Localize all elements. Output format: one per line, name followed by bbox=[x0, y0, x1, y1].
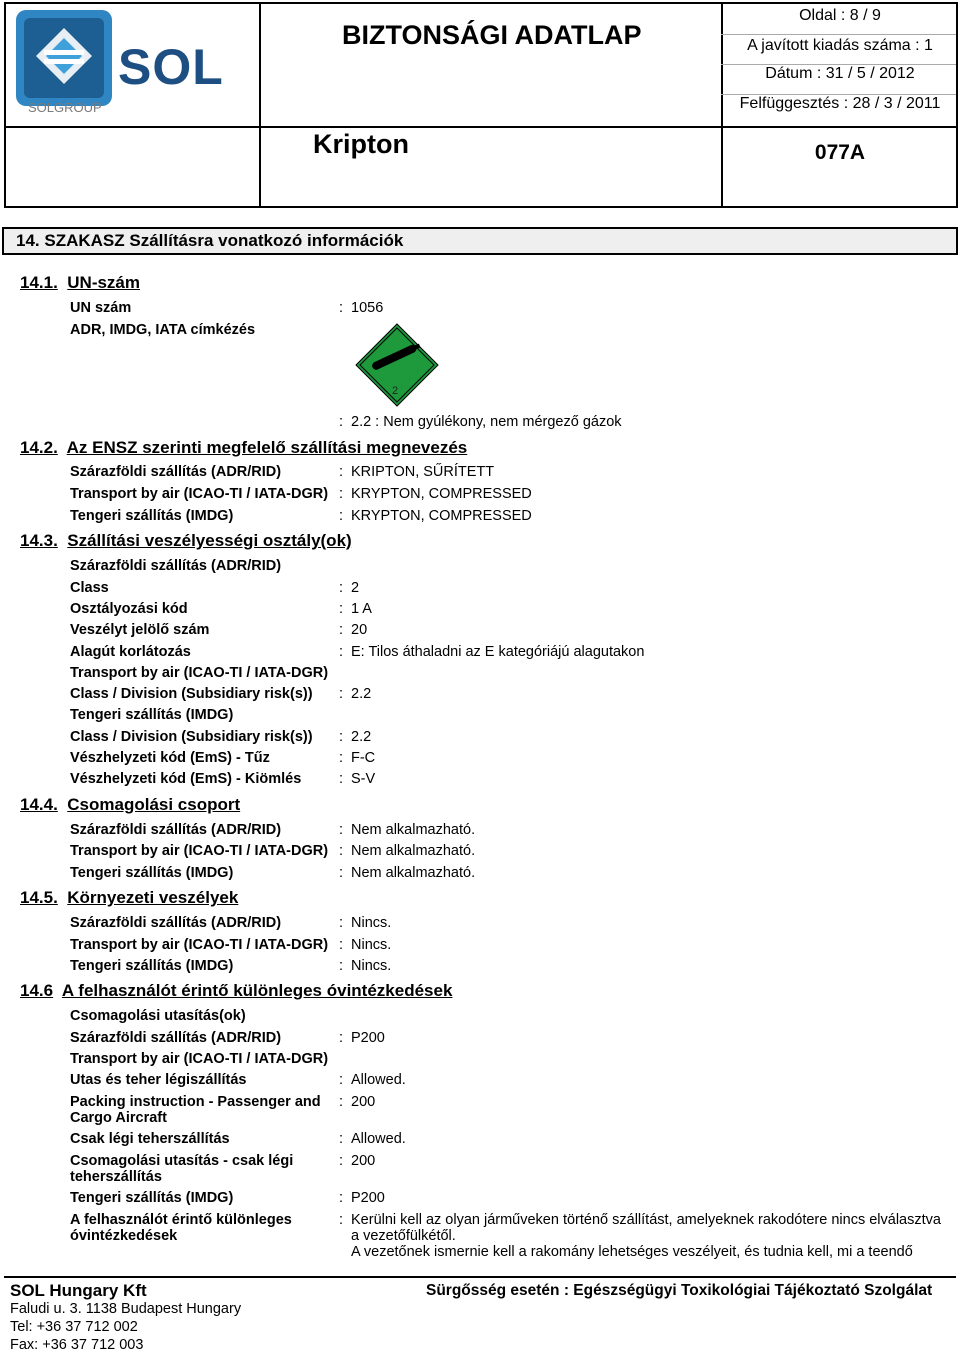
field-value: Kerülni kell az olyan járműveken történő szállítást, amelyeknek rakodótere nincs elválasztva a vezetőfülkétől. bbox=[351, 1212, 941, 1244]
colon: : bbox=[339, 464, 344, 480]
field-value: E: Tilos áthaladni az E kategóriájú alagutakon bbox=[351, 644, 645, 660]
colon: : bbox=[339, 843, 344, 859]
colon: : bbox=[339, 771, 344, 787]
field-value: Allowed. bbox=[351, 1131, 406, 1147]
divider bbox=[721, 34, 956, 35]
colon: : bbox=[339, 580, 344, 596]
subsection-title: Csomagolási csoport bbox=[67, 795, 241, 814]
hazard-label-caption: 2.2 : Nem gyúlékony, nem mérgező gázok bbox=[351, 414, 622, 430]
field-label: Tengeri szállítás (IMDG) bbox=[70, 958, 234, 974]
field-label: Class / Division (Subsidiary risk(s)) bbox=[70, 686, 313, 702]
footer-emergency: Sürgősség esetén : Egészségügyi Toxikológiai Tájékoztató Szolgálat bbox=[426, 1282, 933, 1299]
field-label: Packing instruction - Passenger and Cargo Aircraft bbox=[70, 1094, 321, 1126]
colon: : bbox=[339, 622, 344, 638]
field-label: Csomagolási utasítás(ok) bbox=[70, 1008, 246, 1024]
subsection-14-3 bbox=[20, 531, 352, 551]
subsection-number: 14.6 bbox=[20, 981, 54, 1000]
field-label: Alagút korlátozás bbox=[70, 644, 191, 660]
footer-address: Faludi u. 3. 1138 Budapest Hungary bbox=[10, 1301, 242, 1317]
colon: : bbox=[339, 414, 344, 430]
colon: : bbox=[339, 1030, 344, 1046]
footer-fax: Fax: +36 37 712 003 bbox=[10, 1337, 144, 1353]
subsection-14-1 bbox=[20, 273, 140, 293]
colon: : bbox=[339, 1153, 344, 1169]
field-label: Szárazföldi szállítás (ADR/RID) bbox=[70, 1030, 282, 1046]
precaution-extra-line: A vezetőnek ismernie kell a rakomány lehetséges veszélyeit, és tudnia kell, mi a teendő bbox=[351, 1244, 913, 1260]
field-value: 1056 bbox=[351, 300, 384, 316]
footer-tel: Tel: +36 37 712 002 bbox=[10, 1319, 138, 1335]
subsection-number: 14.1. bbox=[20, 273, 58, 292]
colon: : bbox=[339, 822, 344, 838]
field-value: P200 bbox=[351, 1030, 385, 1046]
subsection-14-5 bbox=[20, 888, 238, 908]
field-value: KRYPTON, COMPRESSED bbox=[351, 486, 532, 502]
field-label: Transport by air (ICAO-TI / IATA-DGR) bbox=[70, 843, 329, 859]
field-label: Vészhelyzeti kód (EmS) - Tűz bbox=[70, 750, 270, 766]
field-label: A felhasználót érintő különleges óvintézkedések bbox=[70, 1212, 292, 1244]
field-label: Transport by air (ICAO-TI / IATA-DGR) bbox=[70, 665, 329, 681]
subsection-title: UN-szám bbox=[67, 273, 141, 292]
field-label: Veszélyt jelölő szám bbox=[70, 622, 210, 638]
footer-divider bbox=[4, 1276, 956, 1278]
colon: : bbox=[339, 750, 344, 766]
colon: : bbox=[339, 686, 344, 702]
subsection-number: 14.3. bbox=[20, 531, 58, 550]
field-label: Tengeri szállítás (IMDG) bbox=[70, 707, 234, 723]
field-value: KRIPTON, SŰRÍTETT bbox=[351, 464, 495, 480]
subsection-title: Az ENSZ szerinti megfelelő szállítási megnevezés bbox=[66, 438, 468, 457]
field-label: Class bbox=[70, 580, 109, 596]
field-value: Nincs. bbox=[351, 937, 392, 953]
field-value: S-V bbox=[351, 771, 376, 787]
field-label: Szárazföldi szállítás (ADR/RID) bbox=[70, 558, 282, 574]
colon: : bbox=[339, 915, 344, 931]
divider bbox=[259, 4, 261, 206]
field-value: 1 A bbox=[351, 601, 372, 617]
document-code: 077A bbox=[814, 141, 866, 164]
field-label: UN szám bbox=[70, 300, 132, 316]
field-label: Osztályozási kód bbox=[70, 601, 188, 617]
subsection-number: 14.4. bbox=[20, 795, 58, 814]
field-label: Tengeri szállítás (IMDG) bbox=[70, 508, 234, 524]
logo-text: SOL bbox=[118, 39, 224, 95]
subsection-number: 14.5. bbox=[20, 888, 58, 907]
colon: : bbox=[339, 1072, 344, 1088]
field-value: 2 bbox=[351, 580, 360, 596]
field-value: Nem alkalmazható. bbox=[351, 822, 476, 838]
subsection-title: Környezeti veszélyek bbox=[67, 888, 239, 907]
colon: : bbox=[339, 1094, 344, 1110]
colon: : bbox=[339, 865, 344, 881]
divider bbox=[6, 126, 956, 128]
field-value: 200 bbox=[351, 1094, 376, 1110]
logo-group-text: SOLGROUP bbox=[28, 100, 102, 115]
field-label: Tengeri szállítás (IMDG) bbox=[70, 1190, 234, 1206]
colon: : bbox=[339, 644, 344, 660]
document-title: BIZTONSÁGI ADATLAP bbox=[342, 20, 642, 50]
colon: : bbox=[339, 1190, 344, 1206]
field-value: 2.2 bbox=[351, 686, 372, 702]
section-title: 14. SZAKASZ Szállításra vonatkozó információk bbox=[2, 227, 958, 255]
field-value: Nem alkalmazható. bbox=[351, 843, 476, 859]
colon: : bbox=[339, 1212, 344, 1228]
subsection-14-6 bbox=[20, 981, 452, 1001]
field-value: Nincs. bbox=[351, 915, 392, 931]
revision-number: A javított kiadás száma : 1 bbox=[747, 37, 933, 54]
subsection-title: A felhasználót érintő különleges óvintézkedések bbox=[61, 981, 453, 1000]
field-label: Transport by air (ICAO-TI / IATA-DGR) bbox=[70, 1051, 329, 1067]
field-label: Vészhelyzeti kód (EmS) - Kiömlés bbox=[70, 771, 302, 787]
field-label: Tengeri szállítás (IMDG) bbox=[70, 865, 234, 881]
field-value: F-C bbox=[351, 750, 376, 766]
field-label: Class / Division (Subsidiary risk(s)) bbox=[70, 729, 313, 745]
colon: : bbox=[339, 601, 344, 617]
colon: : bbox=[339, 937, 344, 953]
subsection-number: 14.2. bbox=[20, 438, 58, 457]
field-value: Nincs. bbox=[351, 958, 392, 974]
colon: : bbox=[339, 729, 344, 745]
field-value: 20 bbox=[351, 622, 368, 638]
footer-company: SOL Hungary Kft bbox=[10, 1281, 147, 1300]
field-label: ADR, IMDG, IATA címkézés bbox=[70, 322, 256, 338]
field-label: Csak légi teherszállítás bbox=[70, 1131, 230, 1147]
product-name: Kripton bbox=[313, 129, 409, 159]
field-label: Szárazföldi szállítás (ADR/RID) bbox=[70, 464, 282, 480]
field-value: 2.2 bbox=[351, 729, 372, 745]
colon: : bbox=[339, 486, 344, 502]
hazard-label-number: 2 bbox=[392, 385, 399, 397]
supersedes-date: Felfüggesztés : 28 / 3 / 2011 bbox=[739, 95, 941, 112]
field-value: 200 bbox=[351, 1153, 376, 1169]
revision-date: Dátum : 31 / 5 / 2012 bbox=[765, 65, 915, 82]
field-value: KRYPTON, COMPRESSED bbox=[351, 508, 532, 524]
field-label: Szárazföldi szállítás (ADR/RID) bbox=[70, 915, 282, 931]
field-label: Utas és teher légiszállítás bbox=[70, 1072, 247, 1088]
field-value: P200 bbox=[351, 1190, 385, 1206]
field-label: Transport by air (ICAO-TI / IATA-DGR) bbox=[70, 486, 329, 502]
colon: : bbox=[339, 508, 344, 524]
page-number: Oldal : 8 / 9 bbox=[799, 7, 881, 24]
colon: : bbox=[339, 958, 344, 974]
field-value: Allowed. bbox=[351, 1072, 406, 1088]
subsection-14-4 bbox=[20, 795, 240, 815]
colon: : bbox=[339, 300, 344, 316]
field-value: Nem alkalmazható. bbox=[351, 865, 476, 881]
field-label: Szárazföldi szállítás (ADR/RID) bbox=[70, 822, 282, 838]
subsection-14-2 bbox=[20, 438, 467, 458]
colon: : bbox=[339, 1131, 344, 1147]
field-label: Csomagolási utasítás - csak légi teherszállítás bbox=[70, 1153, 294, 1185]
subsection-title: Szállítási veszélyességi osztály(ok) bbox=[67, 531, 352, 550]
field-label: Transport by air (ICAO-TI / IATA-DGR) bbox=[70, 937, 329, 953]
